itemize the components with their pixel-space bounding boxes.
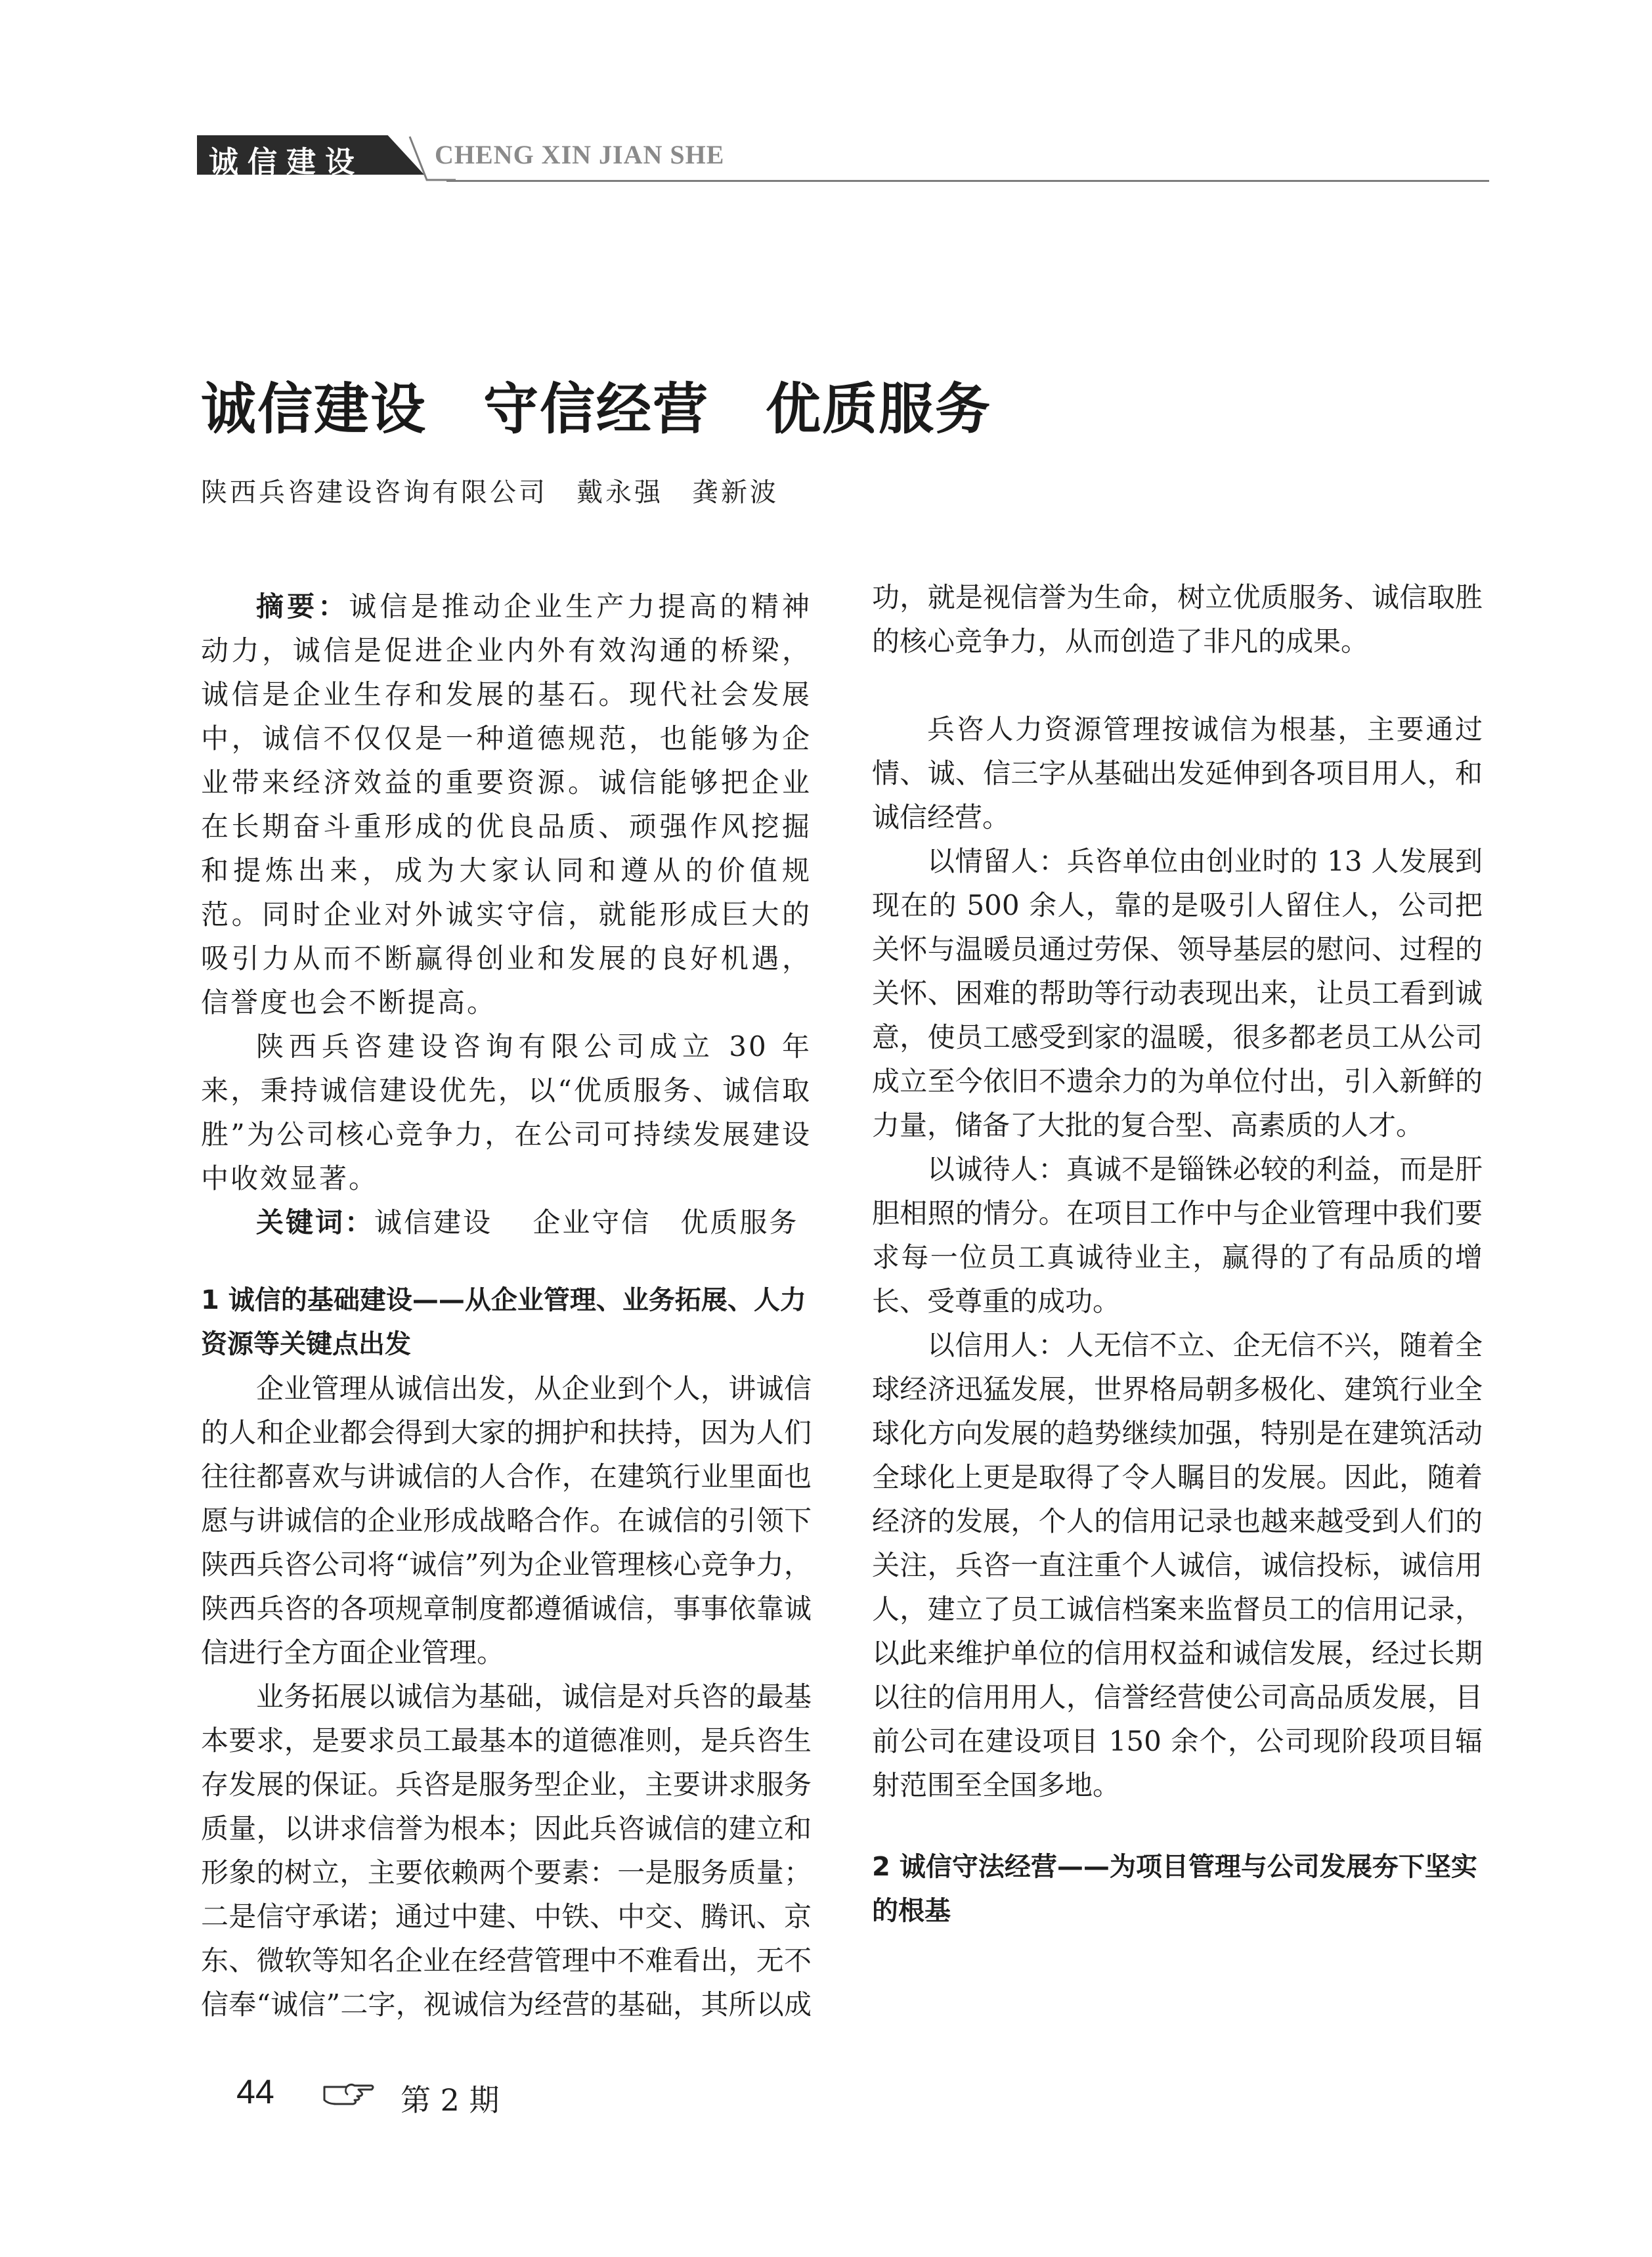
page-number: 44 — [236, 2073, 274, 2111]
abstract-text-2: 陕西兵咨建设咨询有限公司成立 30 年来，秉持诚信建设优先，以“优质服务、诚信取胜”为公司核心竞争力，在公司可持续发展建设中收效显著。 — [201, 1030, 812, 1194]
pointing-hand-icon — [322, 2078, 376, 2108]
section-2-title: 诚信守法经营——为项目管理与公司发展夯下坚实的根基 — [872, 1852, 1477, 1926]
article-authors: 陕西兵咨建设咨询有限公司 戴永强 龚新波 — [201, 477, 779, 508]
keywords — [201, 1200, 812, 1244]
section-1-paragraph-4: 以情留人：兵咨单位由创业时的 13 人发展到现在的 500 余人，靠的是吸引人留住人，公司把关怀与温暖员通过劳保、领导基层的慰问、过程的关怀、困难的帮助等行动表现出来，让员工看到诚意，使员工感受到家的温暖，很多都老员工从公司成立至今依旧不遗余力的为单位付出，引入新鲜的力量，储备了大批的复合型、高素质的人才。 — [872, 845, 1483, 1141]
section-1-paragraph-3: 兵咨人力资源管理按诚信为根基，主要通过情、诚、信三字从基础出发延伸到各项目用人，和诚信经营。 — [872, 713, 1483, 833]
section-name-en: CHENG XIN JIAN SHE — [435, 140, 725, 169]
section-1-number: 1 — [201, 1285, 219, 1315]
abstract-label: 摘要： — [256, 590, 349, 623]
section-name-cn: 诚信建设 — [209, 144, 364, 179]
article-title: 诚信建设 守信经营 优质服务 — [201, 377, 992, 441]
header-rule — [446, 180, 1489, 182]
abstract — [201, 584, 812, 1024]
section-1-heading — [201, 1279, 812, 1367]
keywords-label: 关键词： — [256, 1206, 375, 1238]
running-header — [197, 122, 1489, 181]
abstract-text: 诚信是推动企业生产力提高的精神动力，诚信是促进企业内外有效沟通的桥梁，诚信是企业生存和发展的基石。现代社会发展中，诚信不仅仅是一种道德规范，也能够为企业带来经济效益的重要资源。诚信能够把企业在长期奋斗重形成的优良品质、顽强作风挖掘和提炼出来，成为大家认同和遵从的价值规范。同时企业对外诚实守信，就能形成巨大的吸引力从而不断赢得创业和发展的良好机遇，信誉度也会不断提高。 — [201, 590, 812, 1019]
section-1-paragraph-5: 以诚待人：真诚不是锱铢必较的利益，而是肝胆相照的情分。在项目工作中与企业管理中我们要求每一位员工真诚待业主，赢得的了有品质的增长、受尊重的成功。 — [872, 1153, 1483, 1317]
left-column — [201, 584, 812, 2027]
section-1-paragraph-2-continued: 功，就是视信誉为生命，树立优质服务、诚信取胜的核心竞争力，从而创造了非凡的成果。 — [872, 581, 1483, 657]
section-1-paragraph-1: 企业管理从诚信出发，从企业到个人，讲诚信的人和企业都会得到大家的拥护和扶持，因为人们往往都喜欢与讲诚信的人合作，在建筑行业里面也愿与讲诚信的企业形成战略合作。在诚信的引领下陕西兵咨公司将“诚信”列为企业管理核心竞争力，陕西兵咨的各项规章制度都遵循诚信，事事依靠诚信进行全方面企业管理。 — [201, 1372, 812, 1669]
right-column — [872, 575, 1483, 1933]
section-1-paragraph-2: 业务拓展以诚信为基础，诚信是对兵咨的最基本要求，是要求员工最基本的道德准则，是兵咨生存发展的保证。兵咨是服务型企业，主要讲求服务质量，以讲求信誉为根本；因此兵咨诚信的建立和形象的树立，主要依赖两个要素：一是服务质量；二是信守承诺；通过中建、中铁、中交、腾讯、京东、微软等知名企业在经营管理中不难看出，无不信奉“诚信”二字，视诚信为经营的基础，其所以成 — [201, 1680, 812, 2021]
section-2-heading — [872, 1845, 1483, 1933]
section-1-title: 诚信的基础建设——从企业管理、业务拓展、人力资源等关键点出发 — [201, 1285, 806, 1359]
keywords-text: 诚信建设 企业守信 优质服务 — [374, 1206, 799, 1238]
issue-number: 第 2 期 — [401, 2082, 500, 2118]
section-1-paragraph-6: 以信用人：人无信不立、企无信不兴，随着全球经济迅猛发展，世界格局朝多极化、建筑行业全球化方向发展的趋势继续加强，特别是在建筑活动全球化上更是取得了令人瞩目的发展。因此，随着经济的发展，个人的信用记录也越来越受到人们的关注，兵咨一直注重个人诚信，诚信投标，诚信用人，建立了员工诚信档案来监督员工的信用记录，以此来维护单位的信用权益和诚信发展，经过长期以往的信用用人，信誉经营使公司高品质发展，目前公司在建设项目 150 余个，公司现阶段项目辐射范围至全国多地。 — [872, 1329, 1483, 1801]
section-2-number: 2 — [872, 1852, 890, 1882]
